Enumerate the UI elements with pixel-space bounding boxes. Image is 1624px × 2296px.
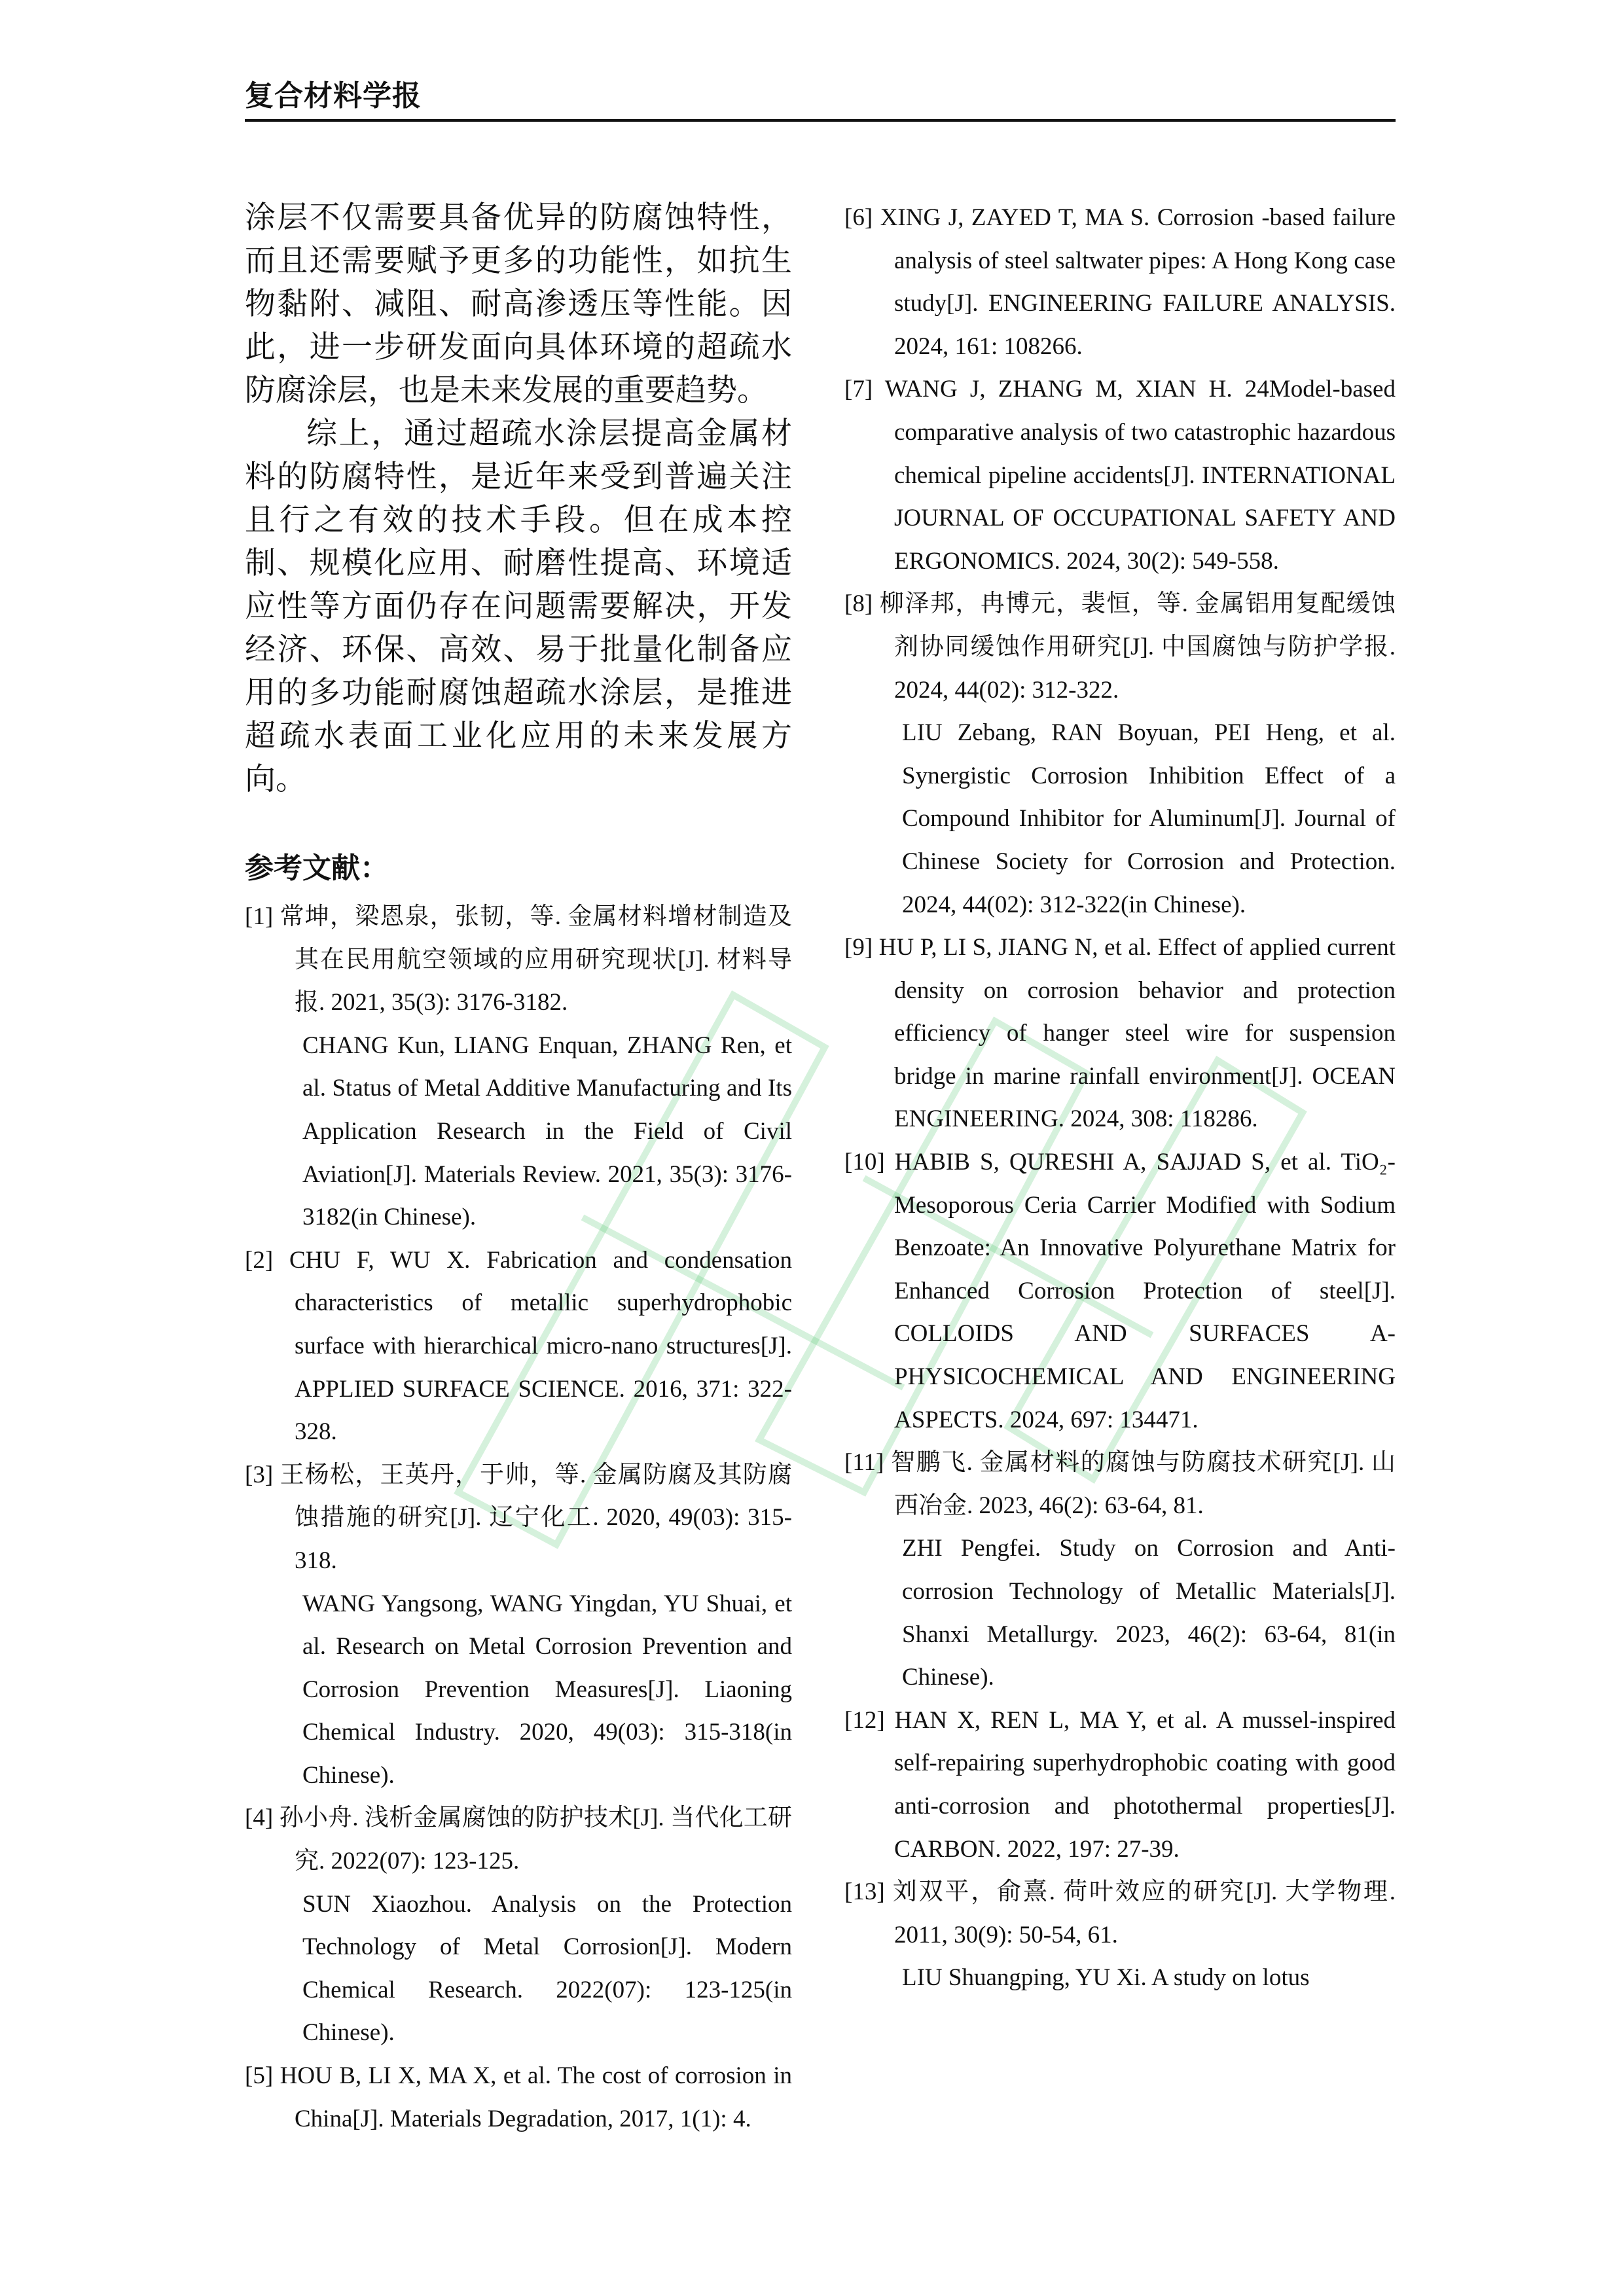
reference-item [844,368,1396,583]
reference-text: WANG J, ZHANG M, XIAN H. 24Model-based comparative analysis of two catastrophic hazardous chemical pipeline accidents[J]. INTERNATIONAL JOURNAL OF OCCUPATIONAL SAFETY AND ERGONOMICS. 2024, 30(2): 549-558. [884,376,1396,575]
reference-english: LIU Shuangping, YU Xi. A study on lotus [902,1964,1310,1992]
reference-text: CHU F, WU X. Fabrication and condensation characteristics of metallic superhydrophobic surface with hierarchical micro-nano structures[J]. APPLIED SURFACE SCIENCE. 2016, 371: 322-328. [289,1246,792,1446]
left-column [245,196,792,2140]
reference-number: [10] [844,1149,885,1176]
reference-text: 智鹏飞. 金属材料的腐蚀与防腐技术研究[J]. 山西冶金. 2023, 46(2): 63-64, 81. [891,1449,1396,1519]
reference-number: [7] [844,376,873,403]
reference-item [245,895,792,1239]
reference-english: CHANG Kun, LIANG Enquan, ZHANG Ren, et al. Status of Metal Additive Manufacturing and Its Application Research in the Field of Civil Aviation[J]. Materials Review. 2021, 35(3): 3176-3182(in Chinese). [302,1031,792,1231]
body-paragraph: 综上，通过超疏水涂层提高金属材料的防腐特性，是近年来受到普遍关注且行之有效的技术手段。但在成本控制、规模化应用、耐磨性提高、环境适应性等方面仍存在问题需要解决，开发经济、环保、高效、易于批量化制备应用的多功能耐腐蚀超疏水涂层，是推进超疏水表面工业化应用的未来发展方向。 [245,416,792,797]
reference-number: [5] [245,2062,274,2090]
reference-item [245,1239,792,1454]
reference-text: HOU B, LI X, MA X, et al. The cost of corrosion in China[J]. Materials Degradation, 2017, 1(1): 4. [280,2062,792,2132]
reference-item [844,1699,1396,1871]
reference-number: [13] [844,1878,885,1906]
reference-english: WANG Yangsong, WANG Yingdan, YU Shuai, et al. Research on Metal Corrosion Prevention and Corrosion Prevention Measures[J]. Liaoning Chemical Industry. 2020, 49(03): 315-318(in Chinese). [302,1590,792,1789]
reference-text: 刘双平，俞熹. 荷叶效应的研究[J]. 大学物理. 2011, 30(9): 50-54, 61. [892,1878,1396,1948]
running-header [245,73,1396,122]
reference-item [844,1441,1396,1699]
reference-item [844,583,1396,926]
reference-number: [9] [844,934,873,961]
reference-text: 孙小舟. 浅析金属腐蚀的防护技术[J]. 当代化工研究. 2022(07): 123-125. [279,1804,792,1875]
right-column [844,196,1396,2000]
journal-title: 复合材料学报 [245,79,422,113]
reference-number: [6] [844,204,873,231]
reference-text: HU P, LI S, JIANG N, et al. Effect of applied current density on corrosion behavior and protection efficiency of hanger steel wire for suspension bridge in marine rainfall environment[J]. OCEAN ENGINEERING. 2024, 308: 118286. [878,934,1396,1133]
reference-number: [3] [245,1461,274,1488]
reference-number: [2] [245,1246,274,1274]
reference-item [245,2054,792,2140]
reference-english: SUN Xiaozhou. Analysis on the Protection Technology of Metal Corrosion[J]. Modern Chemical Research. 2022(07): 123-125(in Chinese). [302,1890,792,2047]
reference-text: 王杨松，王英丹，于帅，等. 金属防腐及其防腐蚀措施的研究[J]. 辽宁化工. 2020, 49(03): 315-318. [280,1461,793,1574]
reference-english: LIU Zebang, RAN Boyuan, PEI Heng, et al. Synergistic Corrosion Inhibition Effect of a Compound Inhibitor for Aluminum[J]. Journal of Chinese Society for Corrosion and Protection. 2024, 44(02): 312-322(in Chinese). [902,719,1396,918]
reference-text: 柳泽邦，冉博元，裴恒，等. 金属铝用复配缓蚀剂协同缓蚀作用研究[J]. 中国腐蚀与防护学报. 2024, 44(02): 312-322. [879,590,1396,704]
reference-text: HABIB S, QURESHI A, SAJJAD S, et al. TiO₂-Mesoporous Ceria Carrier Modified with Sodium Benzoate: An Innovative Polyurethane Matrix for Enhanced Corrosion Protection of steel[J]. COLLOIDS AND SURFACES A-PHYSICOCHEMICAL AND ENGINEERING ASPECTS. 2024, 697: 134471. [894,1149,1396,1433]
reference-item [245,1797,792,2054]
references-heading: 参考文献： [245,852,389,885]
reference-text: 常坤，梁恩泉，张韧，等. 金属材料增材制造及其在民用航空领域的应用研究现状[J]. 材料导报. 2021, 35(3): 3176-3182. [280,903,793,1016]
reference-text: HAN X, REN L, MA Y, et al. A mussel-inspired self-repairing superhydrophobic coating with good anti-corrosion and photothermal properties[J]. CARBON. 2022, 197: 27-39. [894,1706,1396,1863]
reference-item [245,1454,792,1797]
reference-item [844,1871,1396,2000]
reference-number: [11] [844,1449,884,1477]
reference-item [844,1141,1396,1441]
reference-number: [8] [844,590,873,618]
reference-item [844,926,1396,1141]
reference-number: [1] [245,903,274,930]
reference-english: ZHI Pengfei. Study on Corrosion and Anti-corrosion Technology of Metallic Materials[J]. Shanxi Metallurgy. 2023, 46(2): 63-64, 81(in Chinese). [902,1535,1396,1691]
reference-text: XING J, ZAYED T, MA S. Corrosion -based failure analysis of steel saltwater pipes: A Hong Kong case study[J]. ENGINEERING FAILURE ANALYSIS. 2024, 161: 108266. [880,204,1396,360]
body-paragraph: 涂层不仅需要具备优异的防腐蚀特性，而且还需要赋予更多的功能性，如抗生物黏附、减阻、耐高渗透压等性能。因此，进一步研发面向具体环境的超疏水防腐涂层，也是未来发展的重要趋势。 [245,200,792,408]
reference-number: [12] [844,1706,885,1734]
reference-item [844,196,1396,368]
reference-number: [4] [245,1804,274,1832]
